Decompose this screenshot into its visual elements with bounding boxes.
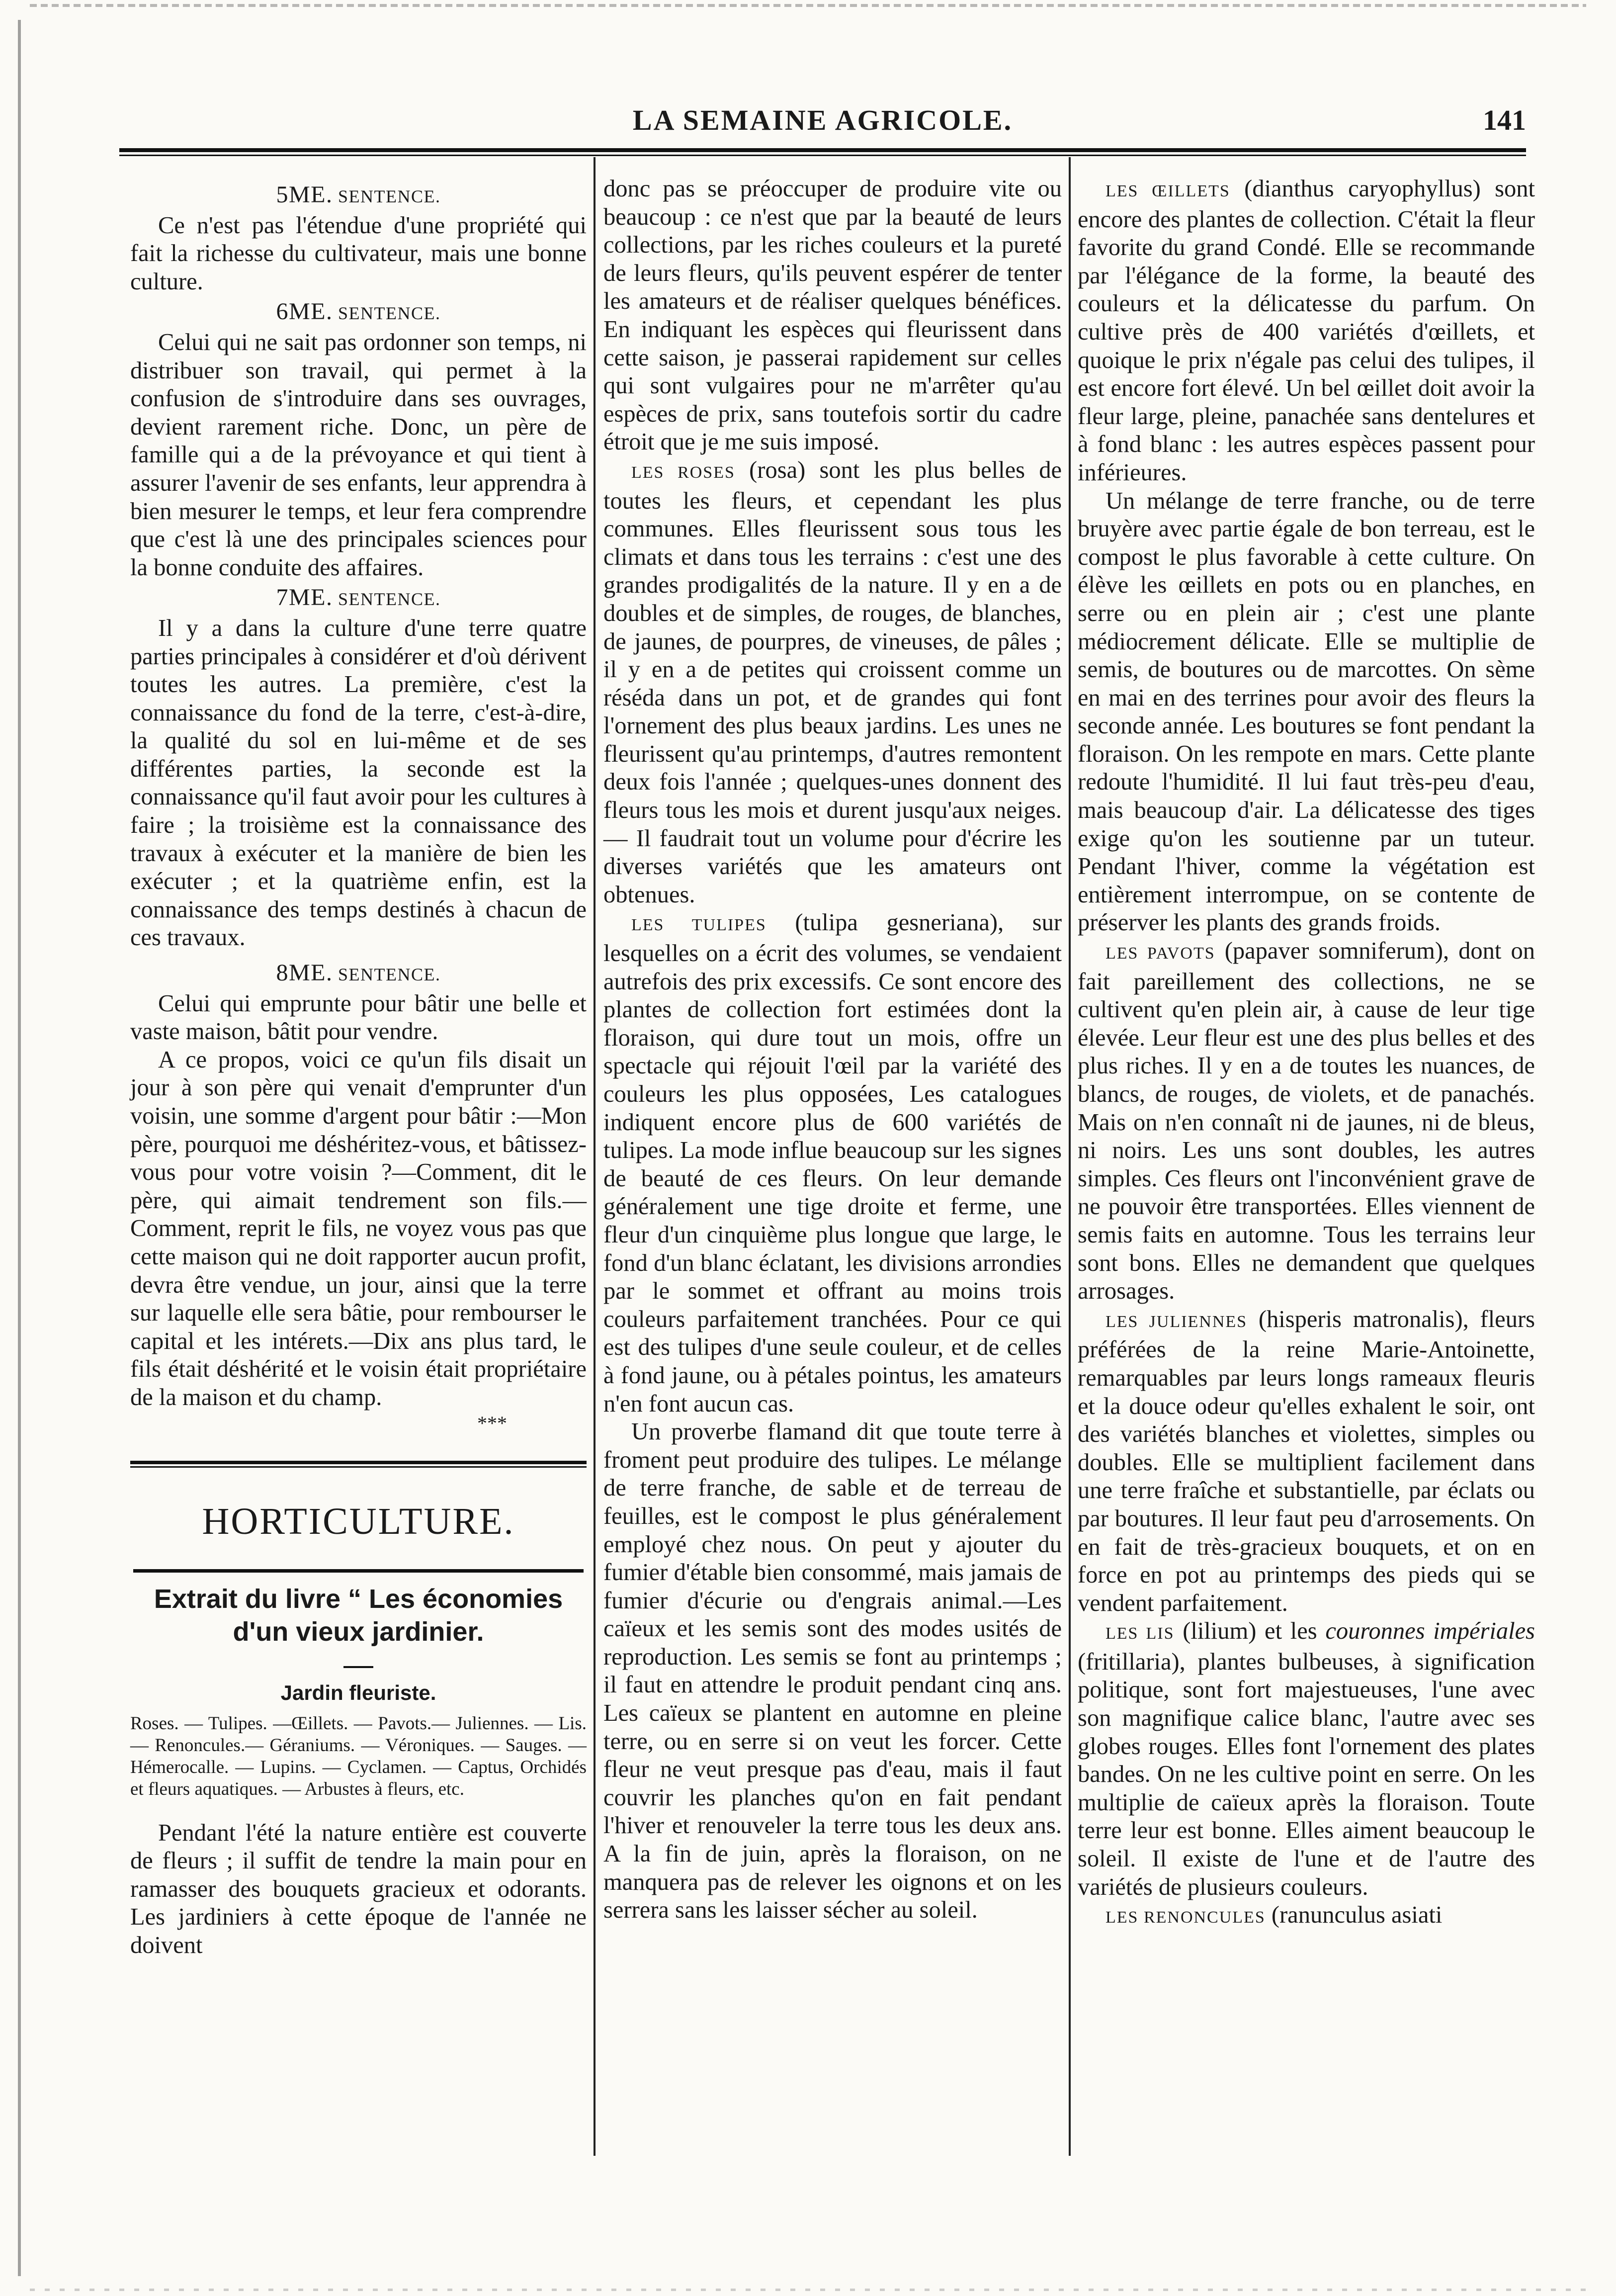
section-title-rule <box>133 1569 584 1573</box>
pavots-heading: LES PAVOTS <box>1106 944 1215 963</box>
sentence-8-text: Celui qui emprunte pour bâtir une belle et vaste maison, bâtit pour vendre. <box>130 990 587 1045</box>
paragraph-lis: LES LIS (lilium) et les couronnes impériales (fritillaria), plantes bulbeuses, à signification politique, sont fort majestueuses, l'une avec son magnifique calice blanc, l'autre avec ses globes rouges. Elles font l'ornement des plates bandes. On ne les cultive point en serre. On les multiplie de caïeux après la floraison. Toute terre leur est bonne. Elles aiment beaucoup le soleil. Il existe de l'une et de l'autre des variétés de plusieurs couleurs. <box>1078 1618 1535 1900</box>
column-2 <box>603 175 1062 1925</box>
page-header <box>119 103 1526 143</box>
oeillets-heading: LES ŒILLETS <box>1106 182 1230 200</box>
paragraph-melange: Un mélange de terre franche, ou de terre bruyère avec partie égale de bon terreau, est le compost le plus favorable à cette culture. On élève les œillets en pots ou en planches, en serre ou en plein air ; c'est une plante médiocrement délicate. Elle se multiplie de semis, de boutures ou de marcottes. On sème en mai en des terrines pour avoir des fleurs la seconde année. Les boutures se font pendant la floraison. On les rempote en mars. Cette plante redoute l'humidité. Il lui faut très-peu d'eau, mais beaucoup d'air. La délicatesse des tiges exige qu'on les soutienne par un tuteur. Pendant l'hiver, comme la végétation est entièrement interrompue, on se contente de préserver les plants des grands froids. <box>1078 487 1535 936</box>
paragraph-continuation: donc pas se préoccuper de produire vite ou beaucoup : ce n'est que par la beauté de leurs collections, par les riches couleurs et la pureté de leurs fleurs, qu'ils peuvent espérer de tenter les amateurs et de réaliser quelques bénéfices. En indiquant les espèces qui fleurissent dans cette saison, je passerai rapidement sur celles qui sont vulgaires pour ne m'arrêter qu'au espèces de prix, sans toutefois sortir du cadre étroit que je me suis imposé. <box>603 176 1062 455</box>
article-title: Extrait du livre “ Les économies d'un vieux jardinier. <box>154 1584 563 1647</box>
paragraph-proverbe: Un proverbe flamand dit que toute terre à froment peut produire des tulipes. Le mélange de terre franche, de sable et de terreau de feuilles, est le compost le plus généralement employé chez nous. On peut y ajouter du fumier d'étable bien consommé, mais jamais de fumier d'écurie ou d'engrais animal.—Les caïeux et les semis sont des modes usités de reproduction. Les semis se font au printemps ; il faut en attendre le produit pendant cinq ans. Les caïeux se plantent en automne en pleine terre, ou en serre si on veut les forcer. Cette fleur ne veut presque pas d'eau, mais il faut couvrir les planches qu'on en fait pendant l'hiver et renouveler la terre tous les deux ans. A la fin de juin, après la floraison, on ne manquera pas de relever les oignons et on les serrera sans les laisser sécher au soleil. <box>603 1418 1062 1924</box>
sentence-8-story: A ce propos, voici ce qu'un fils disait un jour à son père qui venait d'emprunter d'un voisin, une somme d'argent pour bâtir :—Mon père, pourquoi me déshéritez-vous, et bâtissez-vous pour votre voisin ?—Comment, dit le père, qui aimait tendrement son fils.—Comment, reprit le fils, ne voyez vous pas que cette maison qui ne doit rapporter aucun profit, devra être vendue, un jour, ainsi que la terre sur laquelle elle sera bâtie, pour rembourser le capital et les intérets.—Dix ans plus tard, le fils était déshérité et le voisin était propriétaire de la maison et du champ. <box>130 1046 587 1411</box>
column-1 <box>130 179 587 1960</box>
section-end-stars: *** <box>477 1412 507 1434</box>
page-bottom-edge <box>30 2289 1586 2291</box>
page-left-edge <box>18 20 21 2276</box>
column-divider-1 <box>594 157 595 2156</box>
publication-title: LA SEMAINE AGRICOLE. <box>632 104 1013 136</box>
paragraph-juliennes: LES JULIENNES (hisperis matronalis), fleurs préférées de la reine Marie-Antoinette, remarquables par leurs longs rameaux fleuris et la douce odeur qu'elles exhalent le soir, ont des variétés blanches et violettes, simples ou doubles. Elle se multiplient facilement dans une terre fraîche et substantielle, par éclats ou par boutures. Il leur faut peu d'arrosements. On en fait de très-gracieux bouquets, et on en force en pot au printemps des pieds qui se vendent parfaitement. <box>1078 1306 1535 1616</box>
sentence-7-text: Il y a dans la culture d'une terre quatre parties principales à considérer et d'où dérivent toutes les autres. La première, c'est la connaissance du fond de la terre, c'est-à-dire, la qualité du sol en lui-même et de ses différentes parties, la seconde est la connaissance qu'il faut avoir pour les cultures à faire ; la troisième est la connaissance des travaux à exécuter et la manière de bien les exécuter ; et la quatrième enfin, est la connaissance des temps destinés à chacun de ces travaux. <box>130 615 587 951</box>
article-subtitle: Jardin fleuriste. <box>280 1680 436 1704</box>
renoncules-heading: LES RENONCULES <box>1106 1908 1266 1927</box>
roses-heading: LES ROSES <box>631 463 735 482</box>
column-3 <box>1078 175 1535 1932</box>
column-divider-2 <box>1069 157 1071 2156</box>
lis-heading: LES LIS <box>1106 1624 1175 1643</box>
sentence-heading-8: 8ME. SENTENCE. <box>276 960 441 986</box>
section-double-rule <box>130 1461 587 1468</box>
paragraph-roses: LES ROSES (rosa) sont les plus belles de toutes les fleurs, et cependant les plus communes. Elles fleurissent sous tous les climats et dans tous les terrains : c'est une des grandes prodigalités de la nature. Il y en a de doubles et de simples, de rouges, de blanches, de jaunes, de pourpres, de vineuses, de pâles ; il y en a de petites qui croissent comme un réséda dans un pot, et de grandes qui font l'ornement des plus beaux jardins. Les unes ne fleurissent qu'au printemps, d'autres remontent deux fois l'année ; quelques-unes donnent des fleurs tous les mois et durent jusqu'aux neiges.— Il faudrait tout un volume pour d'écrire les diverses variétés que les amateurs ont obtenues. <box>603 456 1062 908</box>
paragraph-pavots: LES PAVOTS (papaver somniferum), dont on fait pareillement des collections, ne se cultivent qu'en plein air, à cause de leur tige élevée. Leur fleur est une des plus belles et des plus riches. Il y en a de toutes les nuances, de blancs, de rouges, de violets, et de panachés. Mais on n'en connaît ni de jaunes, ni de bleus, ni noirs. Les uns sont doubles, les autres simples. Ces fleurs ont l'inconvénient grave de ne pouvoir être transportées. Elles viennent de semis faits en automne. Tous les terrains leur sont bons. Elles ne demandent que quelques arrosages. <box>1078 938 1535 1305</box>
article-intro: Pendant l'été la nature entière est couverte de fleurs ; il suffit de tendre la main pour en ramasser des bouquets gracieux et odorants. Les jardiniers à cette époque de l'année ne doivent <box>130 1819 587 1958</box>
sentence-heading-6: 6ME. SENTENCE. <box>276 298 441 325</box>
paragraph-oeillets: LES ŒILLETS (dianthus caryophyllus) sont encore des plantes de collection. C'était la fleur favorite du grand Condé. Elle se recommande par l'élégance de la forme, la beauté des couleurs et la délicatesse du parfum. On cultive près de 400 variétés d'œillets, et quoique le prix n'égale pas celui des tulipes, il est encore fort élevé. Un bel œillet doit avoir la fleur large, pleine, panachée sans dentelures et à fond blanc : les autres espèces passent pour inférieures. <box>1078 176 1535 486</box>
sentence-6-text: Celui qui ne sait pas ordonner son temps, ni distribuer son travail, qui permet à la confusion de s'introduire dans ses ouvrages, devient rarement riche. Donc, un père de famille qui a de la prévoyance et qui tient à assurer l'avenir de ses enfants, leur apprendra à bien mesurer le temps, et leur fera comprendre que c'est là une des principales sciences pour la bonne conduite des affaires. <box>130 329 587 581</box>
page-number: 141 <box>1483 104 1526 136</box>
tulipes-heading: LES TULIPES <box>631 916 766 935</box>
sentence-5-text: Ce n'est pas l'étendue d'une propriété qui fait la richesse du cultivateur, mais une bonne culture. <box>130 212 587 295</box>
paragraph-tulipes: LES TULIPES (tulipa gesneriana), sur lesquelles on a écrit des volumes, se vendaient autrefois des prix excessifs. Ce sont encore des plantes de collection fort estimées dont la floraison, qui dure tout un mois, offre un spectacle qui réjouit l'œil par la variété des couleurs les plus opposées, Les catalogues indiquent encore plus de 600 variétés de tulipes. La mode influe beaucoup sur les signes de beauté de ces fleurs. On leur demande généralement une tige droite et ferme, une fleur d'un cinquième plus longue que large, le fond d'un blanc éclatant, les divisions arrondies par le sommet et offrant au moins trois couleurs parfaitement tranchées. Pour ce qui est des tulipes d'une seule couleur, et de celles à fond jaune, ou à pétales pointus, les amateurs n'en font aucun cas. <box>603 909 1062 1417</box>
section-title: HORTICULTURE. <box>202 1500 515 1542</box>
header-double-rule <box>119 148 1526 156</box>
sentence-heading-7: 7ME. SENTENCE. <box>276 584 441 611</box>
article-summary: Roses. — Tulipes. —Œillets. — Pavots.— Juliennes. — Lis.— Renoncules.— Géraniums. — Véroniques. — Sauges. — Hémerocalle. — Lupins. — Cyclamen. — Captus, Orchidés et fleurs aquatiques. — Arbustes à fleurs, etc. <box>130 1713 587 1799</box>
article-title-dash <box>343 1666 373 1668</box>
page-top-edge <box>30 4 1586 7</box>
sentence-heading-5: 5ME. SENTENCE. <box>276 181 441 208</box>
juliennes-heading: LES JULIENNES <box>1106 1312 1248 1331</box>
paragraph-renoncules: LES RENONCULES (ranunculus asiati <box>1106 1902 1443 1929</box>
